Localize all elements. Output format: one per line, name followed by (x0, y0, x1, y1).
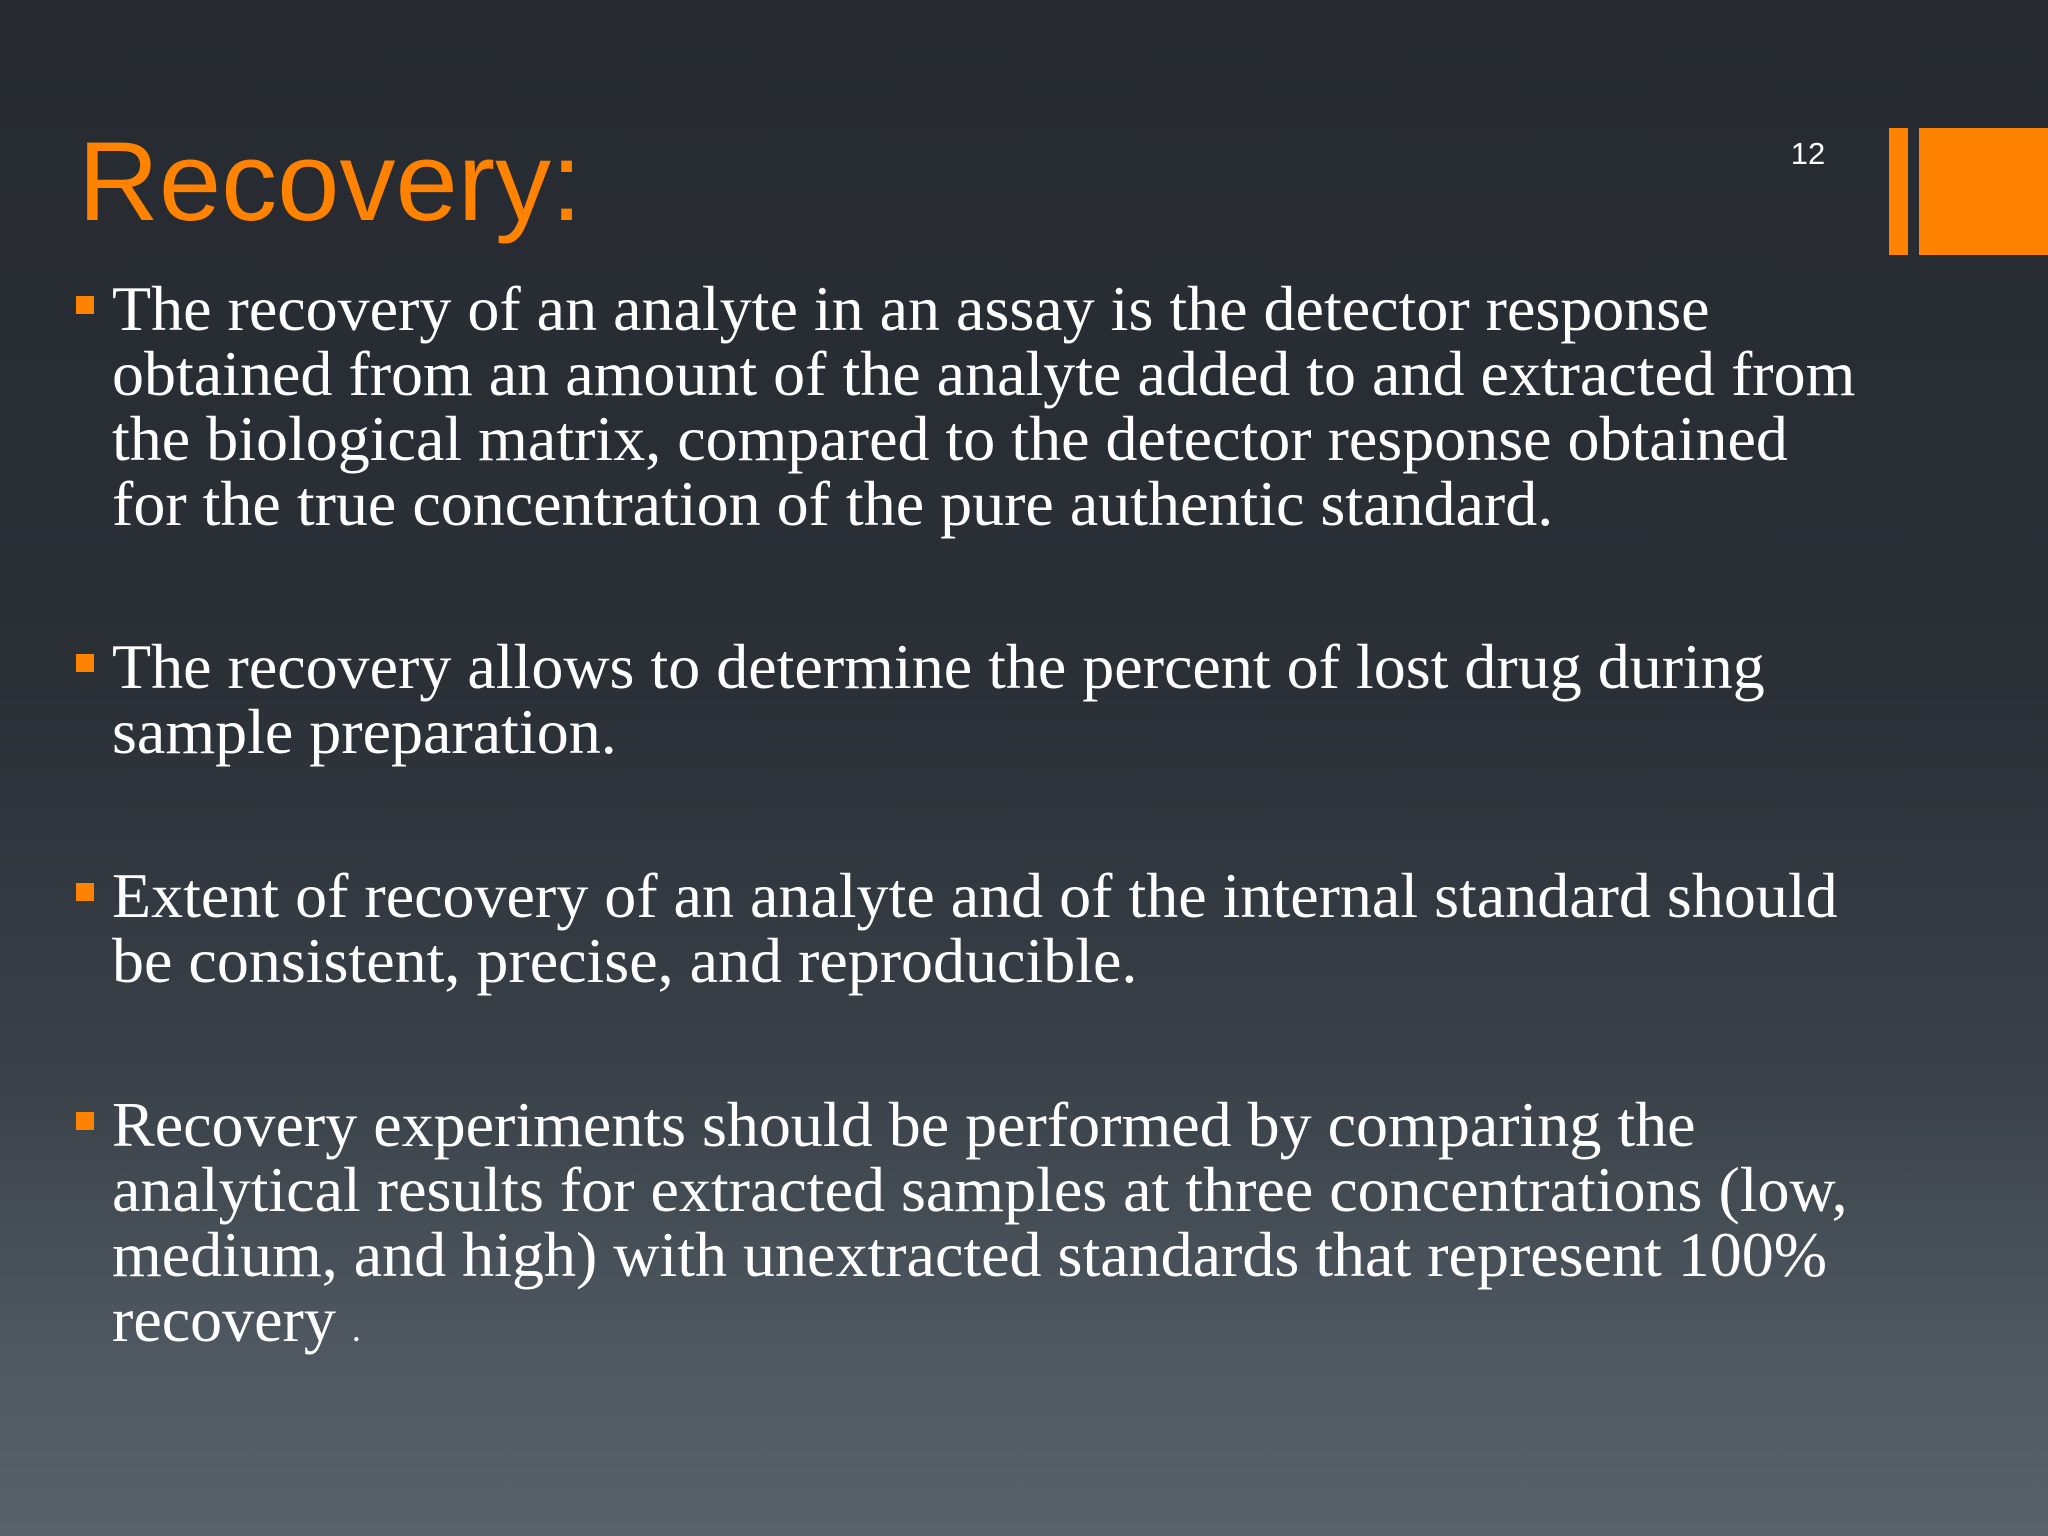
bullet-text (112, 631, 1992, 767)
bullet-line: for the true concentration of the pure authentic standard. (112, 468, 1554, 539)
bullet-line: medium, and high) with unextracted standards that represent 100% (112, 1219, 1828, 1290)
bullet-line: Extent of recovery of an analyte and of the internal standard should (112, 860, 1838, 931)
bullet-line: The recovery allows to determine the percent of lost drug during (112, 631, 1765, 702)
bullet-line: analytical results for extracted samples at three concentrations (low, (112, 1154, 1848, 1225)
bullet-line-text: recovery (112, 1284, 352, 1355)
bullet-text (112, 1089, 1992, 1362)
bullet-text (112, 273, 1992, 539)
bullet-square-icon (76, 296, 94, 314)
bullet-line: the biological matrix, compared to the detector response obtained (112, 403, 1788, 474)
accent-block (1919, 128, 2048, 255)
bullet-line: The recovery of an analyte in an assay is the detector response (112, 273, 1710, 344)
trailing-period: . (351, 1309, 361, 1349)
bullet-text (112, 860, 1992, 996)
slide-number: 12 (1790, 136, 1826, 171)
bullet-line-last (112, 1284, 1992, 1362)
bullet-square-icon (76, 1112, 94, 1130)
accent-bar (1889, 128, 1908, 255)
bullet-line: obtained from an amount of the analyte added to and extracted from (112, 338, 1856, 409)
bullet-square-icon (76, 654, 94, 672)
bullet-line: be consistent, precise, and reproducible. (112, 925, 1138, 996)
slide-title: Recovery: (78, 119, 583, 244)
bullet-square-icon (76, 883, 94, 901)
bullet-line: Recovery experiments should be performed by comparing the (112, 1089, 1696, 1160)
bullet-line: sample preparation. (112, 696, 617, 767)
